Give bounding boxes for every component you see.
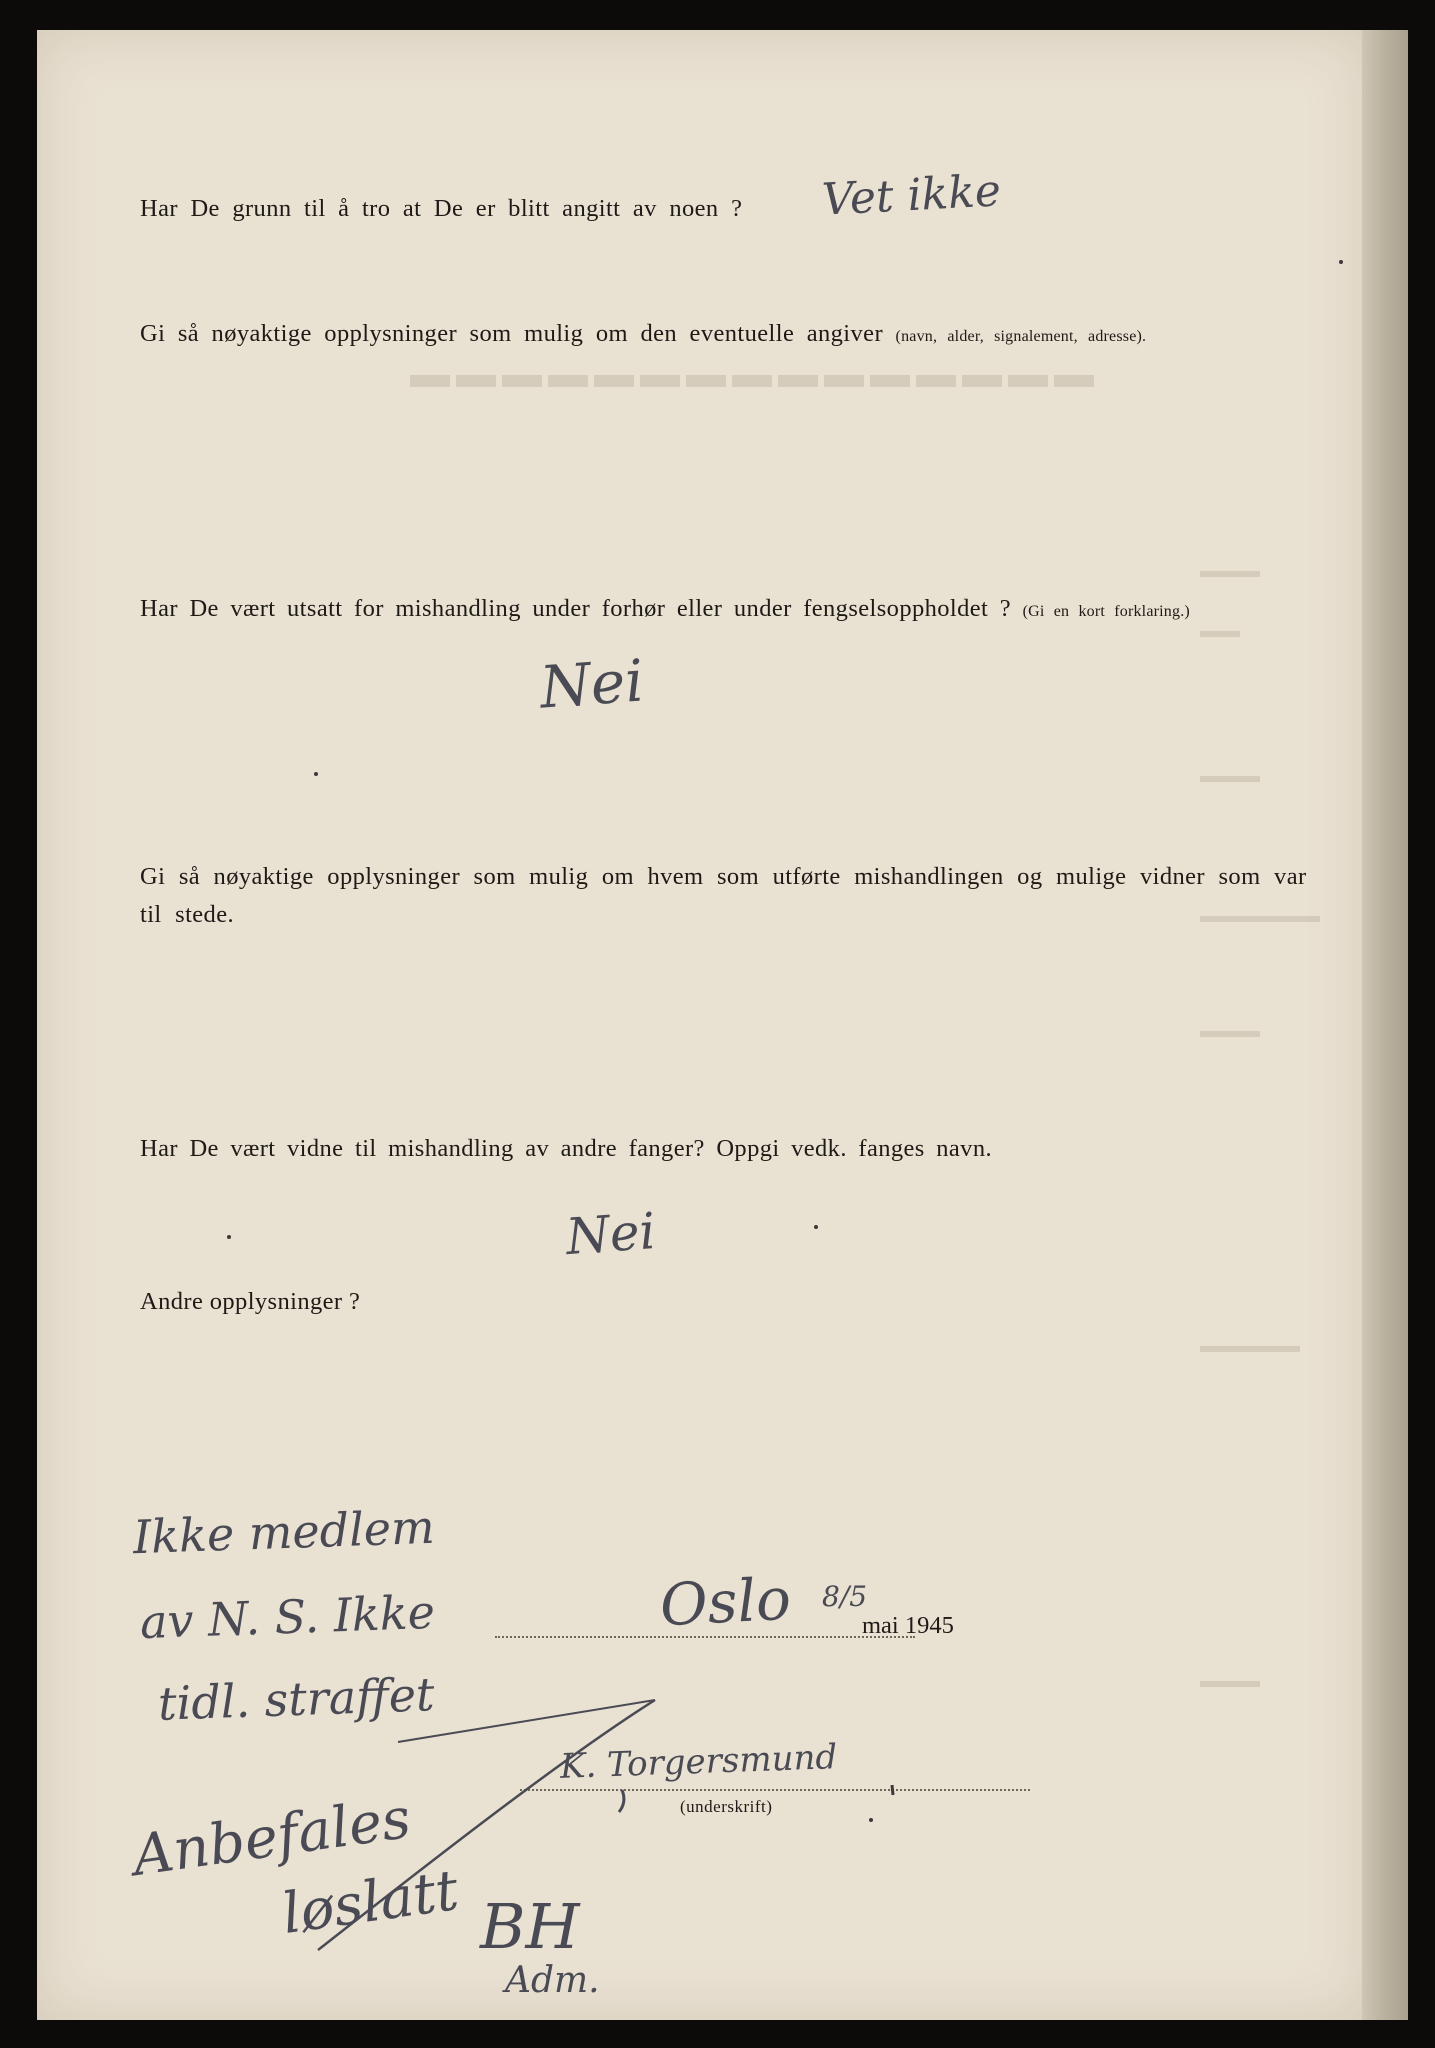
day-handwritten: 8/5 — [822, 1580, 868, 1613]
ink-speck — [869, 1818, 873, 1822]
date-printed: mai 1945 — [862, 1612, 954, 1639]
signature-handwritten: K. Torgersmund — [559, 1737, 838, 1787]
question-angitt-text: Har De grunn til å tro at De er blitt angitt av noen ? — [140, 195, 743, 222]
pencil-underline-stroke — [398, 1700, 655, 1742]
margin-note-line-3: tidl. straffet — [157, 1667, 436, 1731]
question-mishandling-note: (Gi en kort forklaring.) — [1022, 603, 1190, 620]
ink-speck — [314, 772, 318, 776]
signature-label: (underskrift) — [680, 1797, 773, 1816]
answer-angitt: Vet ikke — [820, 165, 1003, 226]
question-angiver-note: (navn, alder, signalement, adresse). — [895, 328, 1147, 345]
pencil-diagonal-stroke — [318, 1700, 655, 1950]
margin-note-line-1: Ikke medlem — [132, 1499, 436, 1565]
recommendation-line-2: løslatt — [278, 1858, 463, 1947]
ink-tick — [892, 1785, 893, 1795]
question-vidne-text: Har De vært vidne til mishandling av andre fanger? Oppgi vedk. fanges navn. — [140, 1135, 992, 1162]
answer-vidne: Nei — [564, 1201, 658, 1267]
question-mishandling-text: Har De vært utsatt for mishandling under forhør eller under fengselsoppholdet ? — [140, 595, 1012, 622]
ink-speck — [1339, 260, 1343, 264]
question-angiver-text: Gi så nøyaktige opplysninger som mulig om den eventuelle angiver — [140, 320, 884, 347]
answer-mishandling: Nei — [537, 646, 646, 722]
margin-note-line-2: av N. S. Ikke — [139, 1584, 436, 1650]
question-andre-text: Andre opplysninger ? — [140, 1288, 361, 1315]
recommendation-line-1: Anbefales — [128, 1785, 415, 1890]
place-handwritten: Oslo — [658, 1564, 793, 1640]
question-mishandling-details-text: Gi så nøyaktige opplysninger som mulig om hvem som utførte mishandlingen og mulige vidner som var til stede. — [140, 863, 1307, 928]
signature-tick-stroke — [619, 1790, 624, 1812]
ink-speck — [814, 1225, 818, 1229]
ink-speck — [227, 1235, 231, 1239]
initials-subscript: Adm. — [505, 1960, 600, 2001]
initials: BH — [480, 1890, 580, 1963]
